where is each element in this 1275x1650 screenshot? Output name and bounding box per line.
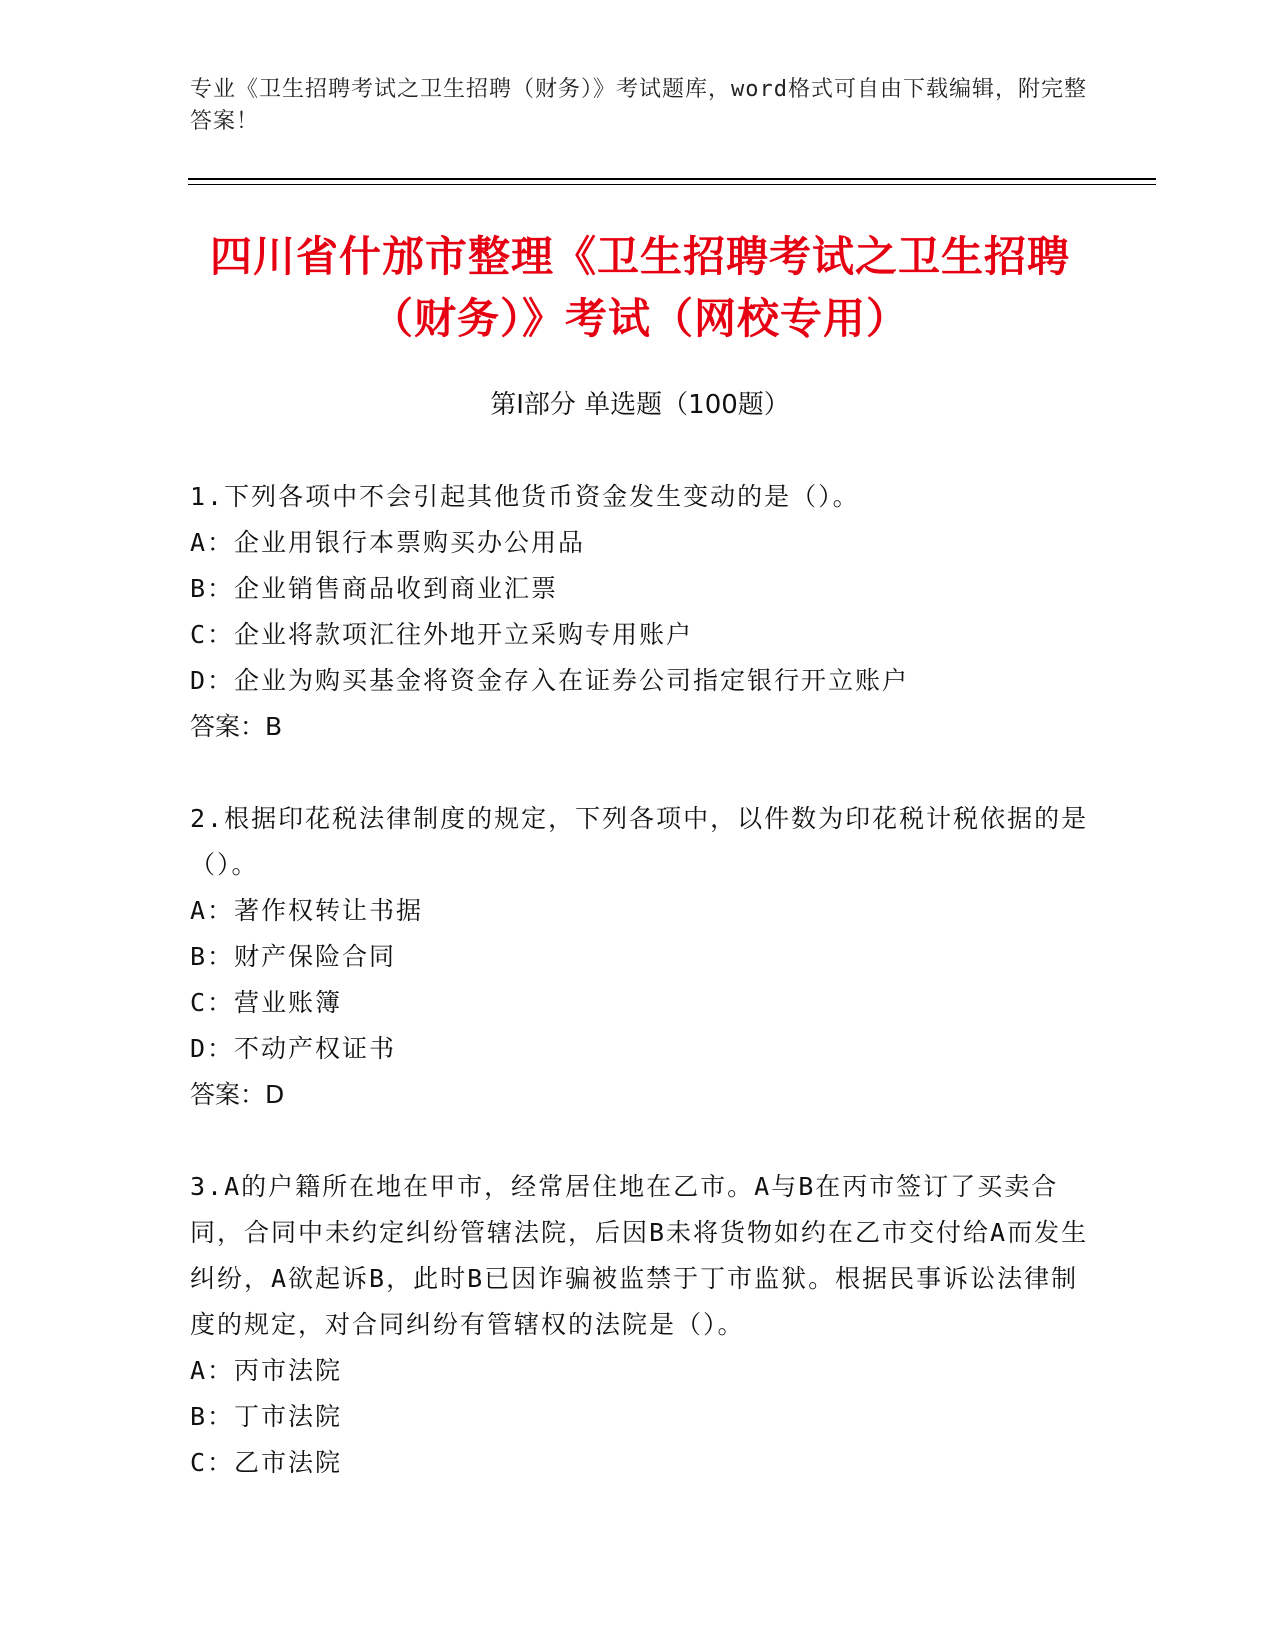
option-c: C：企业将款项汇往外地开立采购专用账户 [190, 620, 694, 649]
option-c: C：乙市法院 [190, 1448, 343, 1477]
option-b: B：企业销售商品收到商业汇票 [190, 574, 559, 603]
option-a: A：企业用银行本票购买办公用品 [190, 528, 586, 557]
question-1 [190, 474, 1090, 750]
question-stem: 2.根据印花税法律制度的规定，下列各项中，以件数为印花税计税依据的是（）。 [190, 804, 1089, 879]
question-gap [190, 750, 1090, 796]
answer: 答案：B [190, 712, 283, 741]
question-3 [190, 1164, 1090, 1486]
option-b: B：丁市法院 [190, 1402, 343, 1431]
option-a: A：丙市法院 [190, 1356, 343, 1385]
question-stem: 3.A的户籍所在地在甲市，经常居住地在乙市。A与B在丙市签订了买卖合同，合同中未约定纠纷管辖法院，后因B未将货物如约在乙市交付给A而发生纠纷，A欲起诉B，此时B已因诈骗被监禁于丁市监狱。根据民事诉讼法律制度的规定，对合同纠纷有管辖权的法院是（）。 [190, 1172, 1089, 1339]
header-note: 专业《卫生招聘考试之卫生招聘（财务）》考试题库，word格式可自由下载编辑，附完整答案！ [190, 77, 1087, 134]
question-gap [190, 1118, 1090, 1164]
option-d: D：企业为购买基金将资金存入在证券公司指定银行开立账户 [190, 666, 910, 695]
question-2 [190, 796, 1090, 1118]
document-title: 四川省什邡市整理《卫生招聘考试之卫生招聘（财务）》考试（网校专用） [209, 232, 1070, 343]
answer: 答案：D [190, 1080, 285, 1109]
header-divider-thick [188, 178, 1156, 180]
option-c: C：营业账簿 [190, 988, 343, 1017]
header-divider-thin [188, 184, 1156, 185]
option-a: A：著作权转让书据 [190, 896, 424, 925]
option-b: B：财产保险合同 [190, 942, 397, 971]
question-list [190, 474, 1090, 1486]
question-stem: 1.下列各项中不会引起其他货币资金发生变动的是（）。 [190, 482, 860, 511]
section-title: 第Ⅰ部分 单选题（100题） [490, 390, 790, 420]
option-d: D：不动产权证书 [190, 1034, 397, 1063]
